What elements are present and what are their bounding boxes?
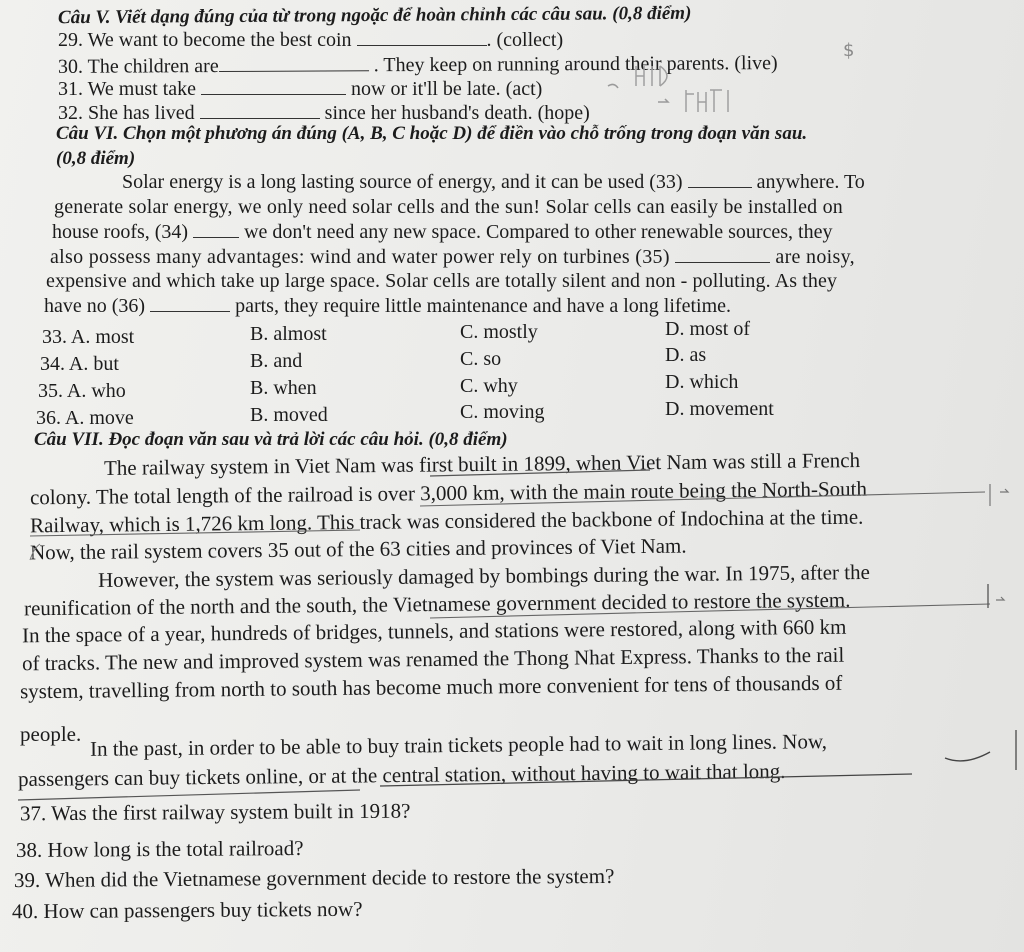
reading-line-11: In the past, in order to be able to buy train tickets people had to wait in long lines. Now, xyxy=(89,729,828,761)
passage-line-3: house roofs, (34) we don't need any new space. Compared to other renewable sources, they xyxy=(52,221,833,243)
pencil-underlines xyxy=(0,440,1024,810)
reading-line-7: In the space of a year, hundreds of bridges, tunnels, and stations were restored, along with 660 km xyxy=(21,614,847,648)
section-5-heading: Câu V. Viết dạng đúng của từ trong ngoặc để hoàn chỉnh các câu sau. (0,8 điểm) xyxy=(57,2,692,29)
passage-line-2: generate solar energy, we only need solar cells and the sun! Solar cells can easily be installed on xyxy=(54,196,843,218)
reading-line-10: people. xyxy=(20,722,82,746)
reading-line-5: However, the system was seriously damaged by bombings during the war. In 1975, after the xyxy=(97,559,871,593)
answer-blank-31[interactable] xyxy=(201,80,346,95)
option-33c[interactable]: C. mostly xyxy=(460,321,538,343)
option-35d[interactable]: D. which xyxy=(665,371,739,393)
option-36c[interactable]: C. moving xyxy=(460,401,545,423)
option-36d[interactable]: D. movement xyxy=(665,398,774,420)
question-31: 31. We must take now or it'll be late. (act) xyxy=(58,78,543,100)
option-36b[interactable]: B. moved xyxy=(250,404,328,426)
question-37: 37. Was the first railway system built in 1918? xyxy=(19,798,411,826)
reading-line-4: Now, the rail system covers 35 out of the 63 cities and provinces of Viet Nam. xyxy=(29,533,687,565)
passage-line-5: expensive and which take up large space. Solar cells are totally silent and non - polluting. As they xyxy=(46,270,838,292)
question-32: 32. She has lived since her husband's death. (hope) xyxy=(58,102,590,124)
option-34b[interactable]: B. and xyxy=(250,350,303,372)
section-7-heading: Câu VII. Đọc đoạn văn sau và trả lời các câu hỏi. (0,8 điểm) xyxy=(34,429,508,450)
pencil-mark: $ xyxy=(843,40,855,61)
question-30: 30. The children are . They keep on running around their parents. (live) xyxy=(57,52,778,78)
reading-line-8: of tracks. The new and improved system was renamed the Thong Nhat Express. Thanks to the rail xyxy=(21,642,845,676)
passage-line-1: Solar energy is a long lasting source of energy, and it can be used (33) anywhere. To xyxy=(122,171,865,193)
question-29: 29. We want to become the best coin . (collect) xyxy=(58,29,564,51)
section-6-heading: Câu VI. Chọn một phương án đúng (A, B, C hoặc D) để điền vào chỗ trống trong đoạn văn sau. xyxy=(56,123,808,144)
option-35a[interactable]: 35. A. who xyxy=(38,380,126,402)
pencil-scribbles xyxy=(600,58,760,118)
answer-blank-36[interactable] xyxy=(150,297,230,312)
option-33a[interactable]: 33. A. most xyxy=(42,326,135,348)
option-35b[interactable]: B. when xyxy=(250,377,317,399)
answer-blank-35[interactable] xyxy=(675,248,770,263)
reading-line-9: system, travelling from north to south has become much more convenient for tens of thousands of xyxy=(19,670,843,704)
option-34a[interactable]: 34. A. but xyxy=(40,353,119,375)
option-35c[interactable]: C. why xyxy=(460,375,518,397)
option-36a[interactable]: 36. A. move xyxy=(36,407,134,429)
answer-blank-32[interactable] xyxy=(200,104,320,119)
reading-line-6: reunification of the north and the south, the Vietnamese government decided to restore the system. xyxy=(23,587,851,621)
answer-blank-33[interactable] xyxy=(688,173,752,188)
reading-line-2: colony. The total length of the railroad is over 3,000 km, with the main route being the North-South xyxy=(29,476,868,510)
option-33b[interactable]: B. almost xyxy=(250,323,327,345)
question-38: 38. How long is the total railroad? xyxy=(15,835,304,863)
answer-blank-29[interactable] xyxy=(357,31,487,46)
reading-line-3: Railway, which is 1,726 km long. This track was considered the backbone of Indochina at the time. xyxy=(29,504,864,538)
reading-line-1: The railway system in Viet Nam was first built in 1899, when Viet Nam was still a French xyxy=(103,448,861,480)
answer-blank-34[interactable] xyxy=(193,223,239,238)
answer-blank-30[interactable] xyxy=(219,56,369,72)
reading-line-12: passengers can buy tickets online, or at the central station, without having to wait that long. xyxy=(17,758,786,792)
option-34d[interactable]: D. as xyxy=(665,344,707,366)
option-34c[interactable]: C. so xyxy=(460,348,502,370)
question-39: 39. When did the Vietnamese government decide to restore the system? xyxy=(13,863,615,893)
passage-line-4: also possess many advantages: wind and water power rely on turbines (35) are noisy, xyxy=(50,246,855,268)
passage-line-6: have no (36) parts, they require little maintenance and have a long lifetime. xyxy=(44,295,731,317)
question-40: 40. How can passengers buy tickets now? xyxy=(11,896,363,924)
section-6-points: (0,8 điểm) xyxy=(56,148,136,169)
option-33d[interactable]: D. most of xyxy=(665,318,750,340)
